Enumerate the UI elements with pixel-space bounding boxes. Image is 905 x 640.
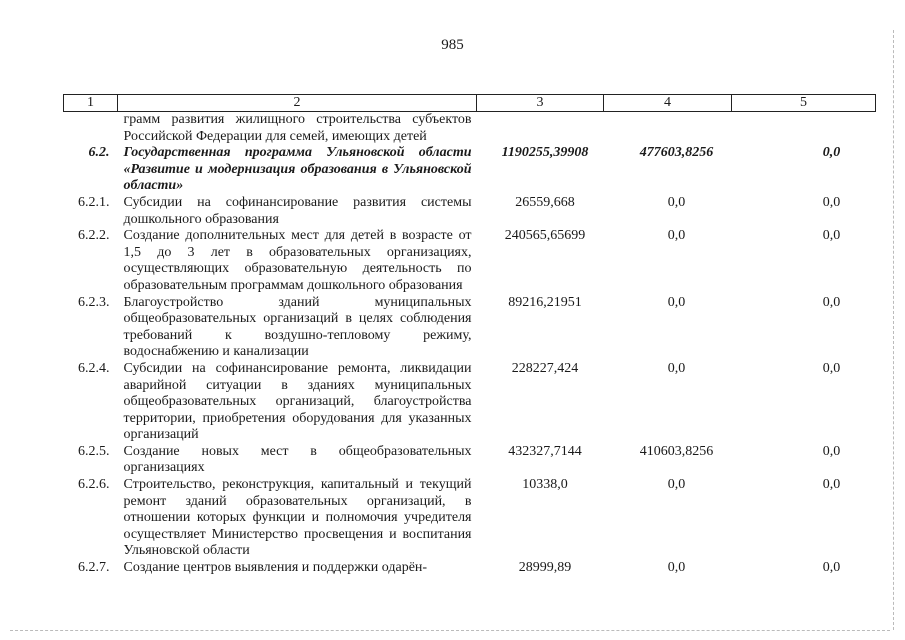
row-number: 6.2.4. xyxy=(78,360,110,376)
row-value-col5: 0,0 xyxy=(822,477,841,493)
row-number: 6.2.5. xyxy=(78,443,110,459)
row-value-col4: 0,0 xyxy=(667,360,686,376)
table-row xyxy=(64,444,876,477)
row-number xyxy=(64,112,118,146)
row-description: Благоустройство зданий муниципальных общеобразовательных организаций в целях соблюдения требований к воздушно-тепловому режиму, водоснабжению и канализации xyxy=(123,294,472,360)
table-row xyxy=(64,560,876,577)
column-header-5: 5 xyxy=(732,95,876,112)
row-value-col5: 0,0 xyxy=(822,194,841,210)
column-header-1: 1 xyxy=(64,95,118,112)
row-value-col3: 1190255,39908 xyxy=(501,145,589,161)
column-header-3: 3 xyxy=(477,95,604,112)
row-value-col4: 0,0 xyxy=(667,294,686,310)
row-description: Государственная программа Ульяновской области «Развитие и модернизация образования в Ульяновской области» xyxy=(123,145,472,194)
table-header-row xyxy=(64,95,876,112)
row-number: 6.2.6. xyxy=(78,477,110,493)
table-body xyxy=(64,112,876,577)
row-value-col4: 0,0 xyxy=(667,228,686,244)
row-description: Создание новых мест в общеобразовательных организациях xyxy=(123,443,472,476)
row-number: 6.2.3. xyxy=(78,294,110,310)
row-value-col4: 0,0 xyxy=(667,477,686,493)
row-description: грамм развития жилищного строительства субъектов Российской Федерации для семей, имеющих детей xyxy=(123,112,472,144)
table-row xyxy=(64,112,876,146)
row-value-col3: 240565,65699 xyxy=(504,228,586,244)
table-row xyxy=(64,295,876,361)
table-row xyxy=(64,195,876,228)
row-value-col3: 10338,0 xyxy=(522,477,568,493)
row-number: 6.2.2. xyxy=(78,228,110,244)
row-description: Субсидии на софинансирование развития системы дошкольного образования xyxy=(123,194,472,227)
page-number: 985 xyxy=(441,37,464,53)
row-value-col3 xyxy=(477,112,604,146)
row-description: Создание дополнительных мест для детей в возрасте от 1,5 до 3 лет в образовательных организациях, осуществляющих образовательную деятельность по образовательным программам дошкольного образования xyxy=(123,228,472,293)
table-row xyxy=(64,361,876,444)
row-value-col3: 228227,424 xyxy=(511,360,579,376)
row-value-col4: 0,0 xyxy=(667,560,686,576)
row-value-col5: 0,0 xyxy=(822,443,841,459)
row-value-col3: 432327,7144 xyxy=(508,443,582,459)
scan-edge-bottom xyxy=(10,630,890,631)
row-value-col3: 89216,21951 xyxy=(508,294,582,310)
budget-table xyxy=(63,94,876,577)
row-value-col5: 0,0 xyxy=(822,360,841,376)
row-number: 6.2.1. xyxy=(78,194,110,210)
row-value-col4 xyxy=(604,112,732,146)
row-description: Создание центров выявления и поддержки одарён- xyxy=(123,560,428,576)
column-header-4: 4 xyxy=(604,95,732,112)
row-value-col4: 0,0 xyxy=(667,194,686,210)
row-value-col5: 0,0 xyxy=(822,294,841,310)
row-value-col4: 477603,8256 xyxy=(639,145,714,161)
row-number: 6.2.7. xyxy=(78,560,110,576)
row-description: Субсидии на софинансирование ремонта, ликвидации аварийной ситуации в зданиях муниципальных общеобразовательных организаций, благоустройства территории, приобретения оборудования для указанных организаций xyxy=(123,360,472,443)
table-row xyxy=(64,477,876,560)
scan-edge-right xyxy=(893,30,894,630)
row-description: Строительство, реконструкция, капитальный и текущий ремонт зданий образовательных организаций, в отношении которых функции и полномочия учредителя осуществляет Министерство просвещения и воспитания Ульяновской области xyxy=(123,477,472,559)
row-number: 6.2. xyxy=(88,145,110,161)
row-value-col3: 26559,668 xyxy=(515,194,575,210)
table-row xyxy=(64,145,876,195)
row-value-col5 xyxy=(732,112,876,146)
column-header-2: 2 xyxy=(118,95,477,112)
table-row xyxy=(64,228,876,294)
row-value-col3: 28999,89 xyxy=(518,560,572,576)
row-value-col5: 0,0 xyxy=(822,228,841,244)
row-value-col4: 410603,8256 xyxy=(639,443,714,459)
row-value-col5: 0,0 xyxy=(822,145,841,161)
row-value-col5: 0,0 xyxy=(822,560,841,576)
